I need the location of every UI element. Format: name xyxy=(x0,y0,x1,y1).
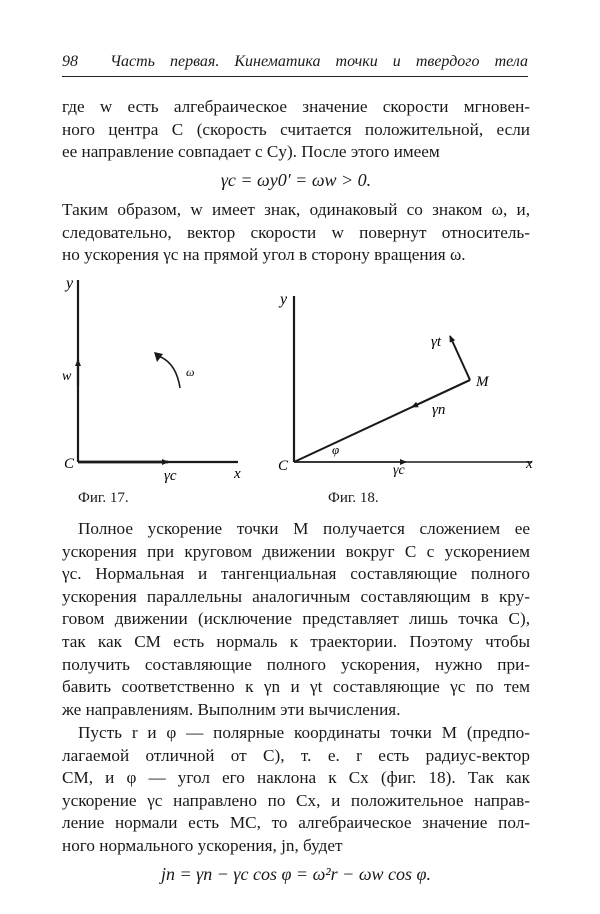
text-line: ного нормального ускорения, jn, будет xyxy=(62,835,343,855)
page-number: 98 xyxy=(62,53,78,70)
text-line: Таким образом, w имеет знак, одинаковый со знаком ω, и, xyxy=(62,200,530,219)
fig18-caption: Фиг. 18. xyxy=(328,490,379,506)
text-line: ного центра C (скорость считается положительной, если xyxy=(62,119,530,139)
text-line: где w есть алгебраическое значение скорости мгновен- xyxy=(62,97,530,116)
text-line: Полное ускорение точки M получается сложением ее xyxy=(78,519,530,538)
text-line: но ускорения γc на прямой угол в сторону вращения ω. xyxy=(62,245,466,265)
formula-gamma-c: γc = ωy0′ = ωw > 0. xyxy=(220,170,372,190)
figure-diagrams xyxy=(50,276,550,516)
fig18-label-phi: φ xyxy=(332,442,340,457)
fig18-label-gamma-n: γn xyxy=(432,402,446,418)
text-line: бавить соответственно к γn и γt составляющие γc по тем xyxy=(62,677,530,697)
text-line: γс. Нормальная и тангенциальная составляющие полного xyxy=(62,564,530,584)
text-line: получить составляющие полного ускорения, нужно при- xyxy=(62,654,530,674)
fig17-label-y: y xyxy=(66,276,74,292)
fig18-label-x: x xyxy=(526,456,533,472)
fig17-label-omega: ω xyxy=(186,365,195,379)
figure-17 xyxy=(62,276,241,484)
fig17-label-gamma-c: γc xyxy=(164,468,177,484)
text-line: ускорения параллельны аналогичным составляющим в кру- xyxy=(62,586,530,606)
text-line: ление нормали есть MC, то алгебраическое значение пол- xyxy=(62,813,530,833)
text-line: же направлениям. Выполним эти вычисления. xyxy=(62,699,401,719)
fig18-label-m: M xyxy=(476,374,489,390)
fig18-label-c: C xyxy=(278,458,289,474)
text-line: ее направление совпадает с Cy). После этого имеем xyxy=(62,142,440,162)
running-header xyxy=(62,50,528,77)
figures-17-18 xyxy=(50,276,550,516)
text-line: говом движении (исключение представляет лишь точка C), xyxy=(62,609,530,629)
fig17-label-w: w xyxy=(62,369,72,384)
fig18-label-gamma-t: γt xyxy=(431,334,442,350)
paragraph-1 xyxy=(62,96,530,164)
text-line: следовательно, вектор скорости w повернут относитель- xyxy=(62,222,530,242)
text-line: ускорения при круговом движении вокруг C с ускорением xyxy=(62,541,530,561)
text-line: Пусть r и φ — полярные координаты точки M (предпо- xyxy=(78,723,530,742)
running-title: Часть первая. Кинематика точки и твердого тела xyxy=(110,53,528,70)
figure-18 xyxy=(278,291,533,478)
paragraph-2 xyxy=(62,199,530,267)
fig18-gamma-t-arrow xyxy=(450,336,470,380)
text-line: так как CM есть нормаль к траектории. Поэтому чтобы xyxy=(62,631,530,651)
text-line: ускорение γc направлено по Cx, и положительное направ- xyxy=(62,790,530,810)
fig17-label-x: x xyxy=(234,466,241,482)
fig18-label-gamma-c: γc xyxy=(393,463,405,478)
fig17-caption: Фиг. 17. xyxy=(78,490,129,506)
fig17-label-c: C xyxy=(64,456,75,472)
text-line: лагаемой отличной от C), т. е. r есть радиус-вектор xyxy=(62,745,530,765)
fig17-rotation-arc xyxy=(158,356,180,388)
fig18-label-y: y xyxy=(280,291,288,308)
text-line: CM, и φ — угол его наклона к Cx (фиг. 18). Так как xyxy=(62,768,530,788)
formula-jn: jn = γn − γc cos φ = ω²r − ωw cos φ. xyxy=(161,864,431,884)
paragraph-3 xyxy=(62,518,530,721)
paragraph-4 xyxy=(62,722,530,858)
